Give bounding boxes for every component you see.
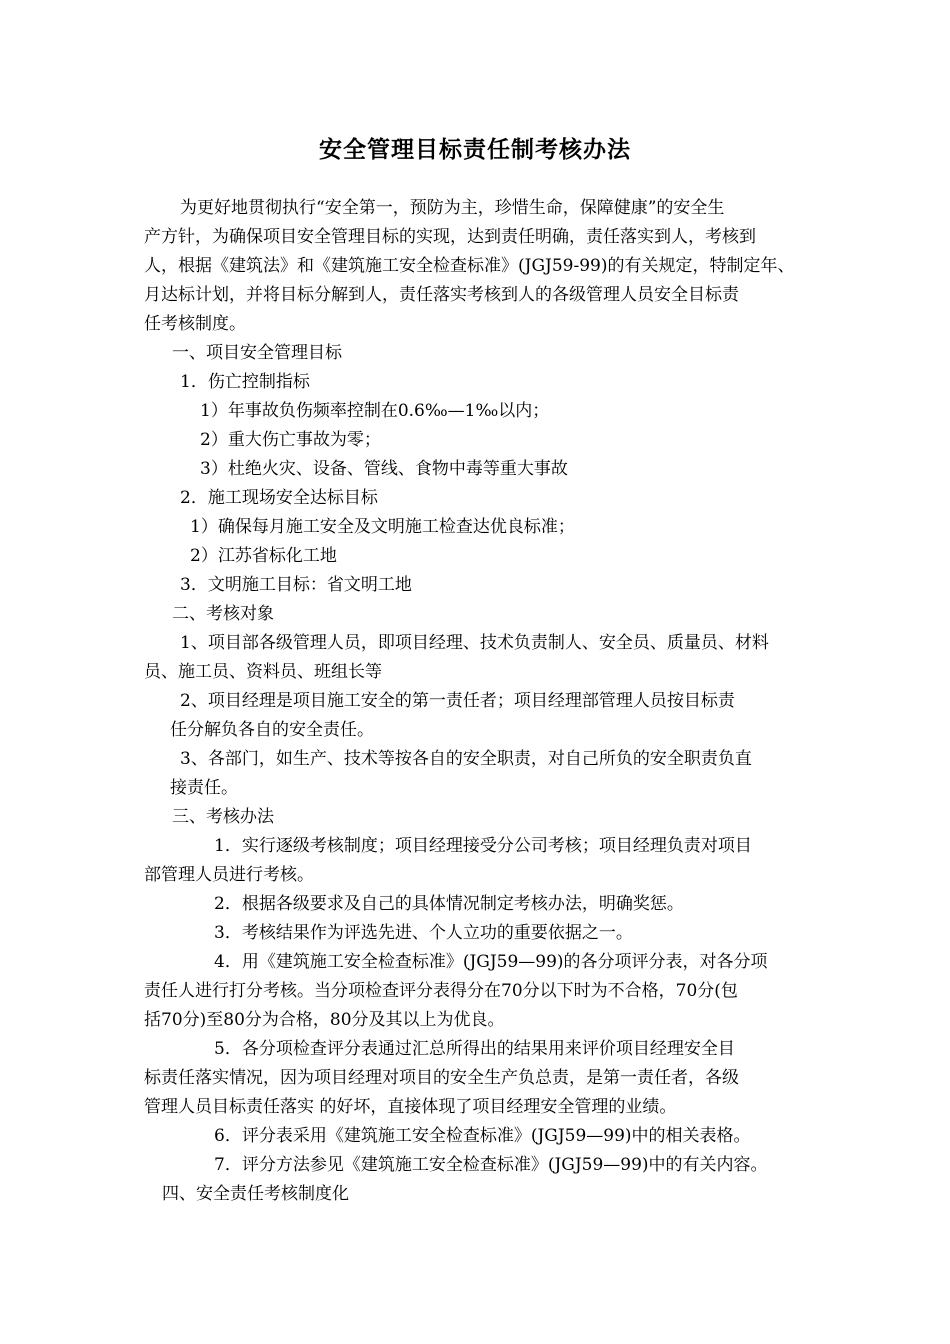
list-item: 3）杜绝火灾、设备、管线、食物中毒等重大事故 xyxy=(200,459,568,479)
text-line: 2．根据各级要求及自己的具体情况制定考核办法，明确奖惩。 xyxy=(214,894,684,914)
text-line: 员、施工员、资料员、班组长等 xyxy=(144,662,382,682)
text-line: 括70分)至80分为合格，80分及其以上为优良。 xyxy=(144,1010,505,1030)
list-item: 2）江苏省标化工地 xyxy=(190,546,337,566)
text-line: 任考核制度。 xyxy=(144,314,246,334)
text-line: 6．评分表采用《建筑施工安全检查标准》(JGJ59—99)中的相关表格。 xyxy=(214,1126,751,1146)
text-line: 任分解负各自的安全责任。 xyxy=(170,720,374,740)
text-line: 2、项目经理是项目施工安全的第一责任者；项目经理部管理人员按目标责 xyxy=(180,691,735,711)
text-line: 产方针，为确保项目安全管理目标的实现，达到责任明确，责任落实到人，考核到 xyxy=(144,227,756,247)
section-heading: 一、项目安全管理目标 xyxy=(172,343,342,363)
list-item: 1）年事故负伤频率控制在0.6‰—1‰以内； xyxy=(200,401,550,421)
text-line: 7．评分方法参见《建筑施工安全检查标准》(JGJ59—99)中的有关内容。 xyxy=(214,1155,768,1175)
document-title: 安全管理目标责任制考核办法 xyxy=(319,137,631,163)
section-heading: 三、考核办法 xyxy=(172,807,274,827)
subsection-heading: 1．伤亡控制指标 xyxy=(180,372,310,392)
text-line: 5．各分项检查评分表通过汇总所得出的结果用来评价项目经理安全目 xyxy=(214,1039,735,1059)
section-heading: 四、安全责任考核制度化 xyxy=(162,1184,349,1204)
section-heading: 二、考核对象 xyxy=(172,604,274,624)
text-line: 月达标计划，并将目标分解到人，责任落实考核到人的各级管理人员安全目标责 xyxy=(144,285,739,305)
list-item: 1）确保每月施工安全及文明施工检查达优良标准； xyxy=(190,517,575,537)
text-line: 3．考核结果作为评选先进、个人立功的重要依据之一。 xyxy=(214,923,633,943)
subsection-heading: 3．文明施工目标：省文明工地 xyxy=(180,575,412,595)
text-line: 接责任。 xyxy=(170,778,238,798)
text-line: 为更好地贯彻执行“安全第一，预防为主，珍惜生命，保障健康”的安全生 xyxy=(180,198,725,218)
text-line: 管理人员目标责任落实 的好坏，直接体现了项目经理安全管理的业绩。 xyxy=(144,1097,677,1117)
document-body xyxy=(0,194,950,1209)
subsection-heading: 2．施工现场安全达标目标 xyxy=(180,488,378,508)
intro-paragraph xyxy=(0,194,950,339)
text-line: 人，根据《建筑法》和《建筑施工安全检查标准》(JGJ59-99)的有关规定，特制定年、 xyxy=(144,256,795,276)
text-line: 部管理人员进行考核。 xyxy=(144,865,314,885)
text-line: 1、项目部各级管理人员，即项目经理、技术负责制人、安全员、质量员、材料 xyxy=(180,633,769,653)
text-line: 3、各部门，如生产、技术等按各自的安全职责，对自己所负的安全职责负直 xyxy=(180,749,752,769)
text-line: 1．实行逐级考核制度；项目经理接受分公司考核；项目经理负责对项目 xyxy=(214,836,752,856)
text-line: 标责任落实情况，因为项目经理对项目的安全生产负总责，是第一责任者，各级 xyxy=(144,1068,739,1088)
text-line: 4．用《建筑施工安全检查标准》(JGJ59—99)的各分项评分表，对各分项 xyxy=(214,952,768,972)
text-line: 责任人进行打分考核。当分项检查评分表得分在70分以下时为不合格，70分(包 xyxy=(144,981,738,1001)
list-item: 2）重大伤亡事故为零； xyxy=(200,430,381,450)
